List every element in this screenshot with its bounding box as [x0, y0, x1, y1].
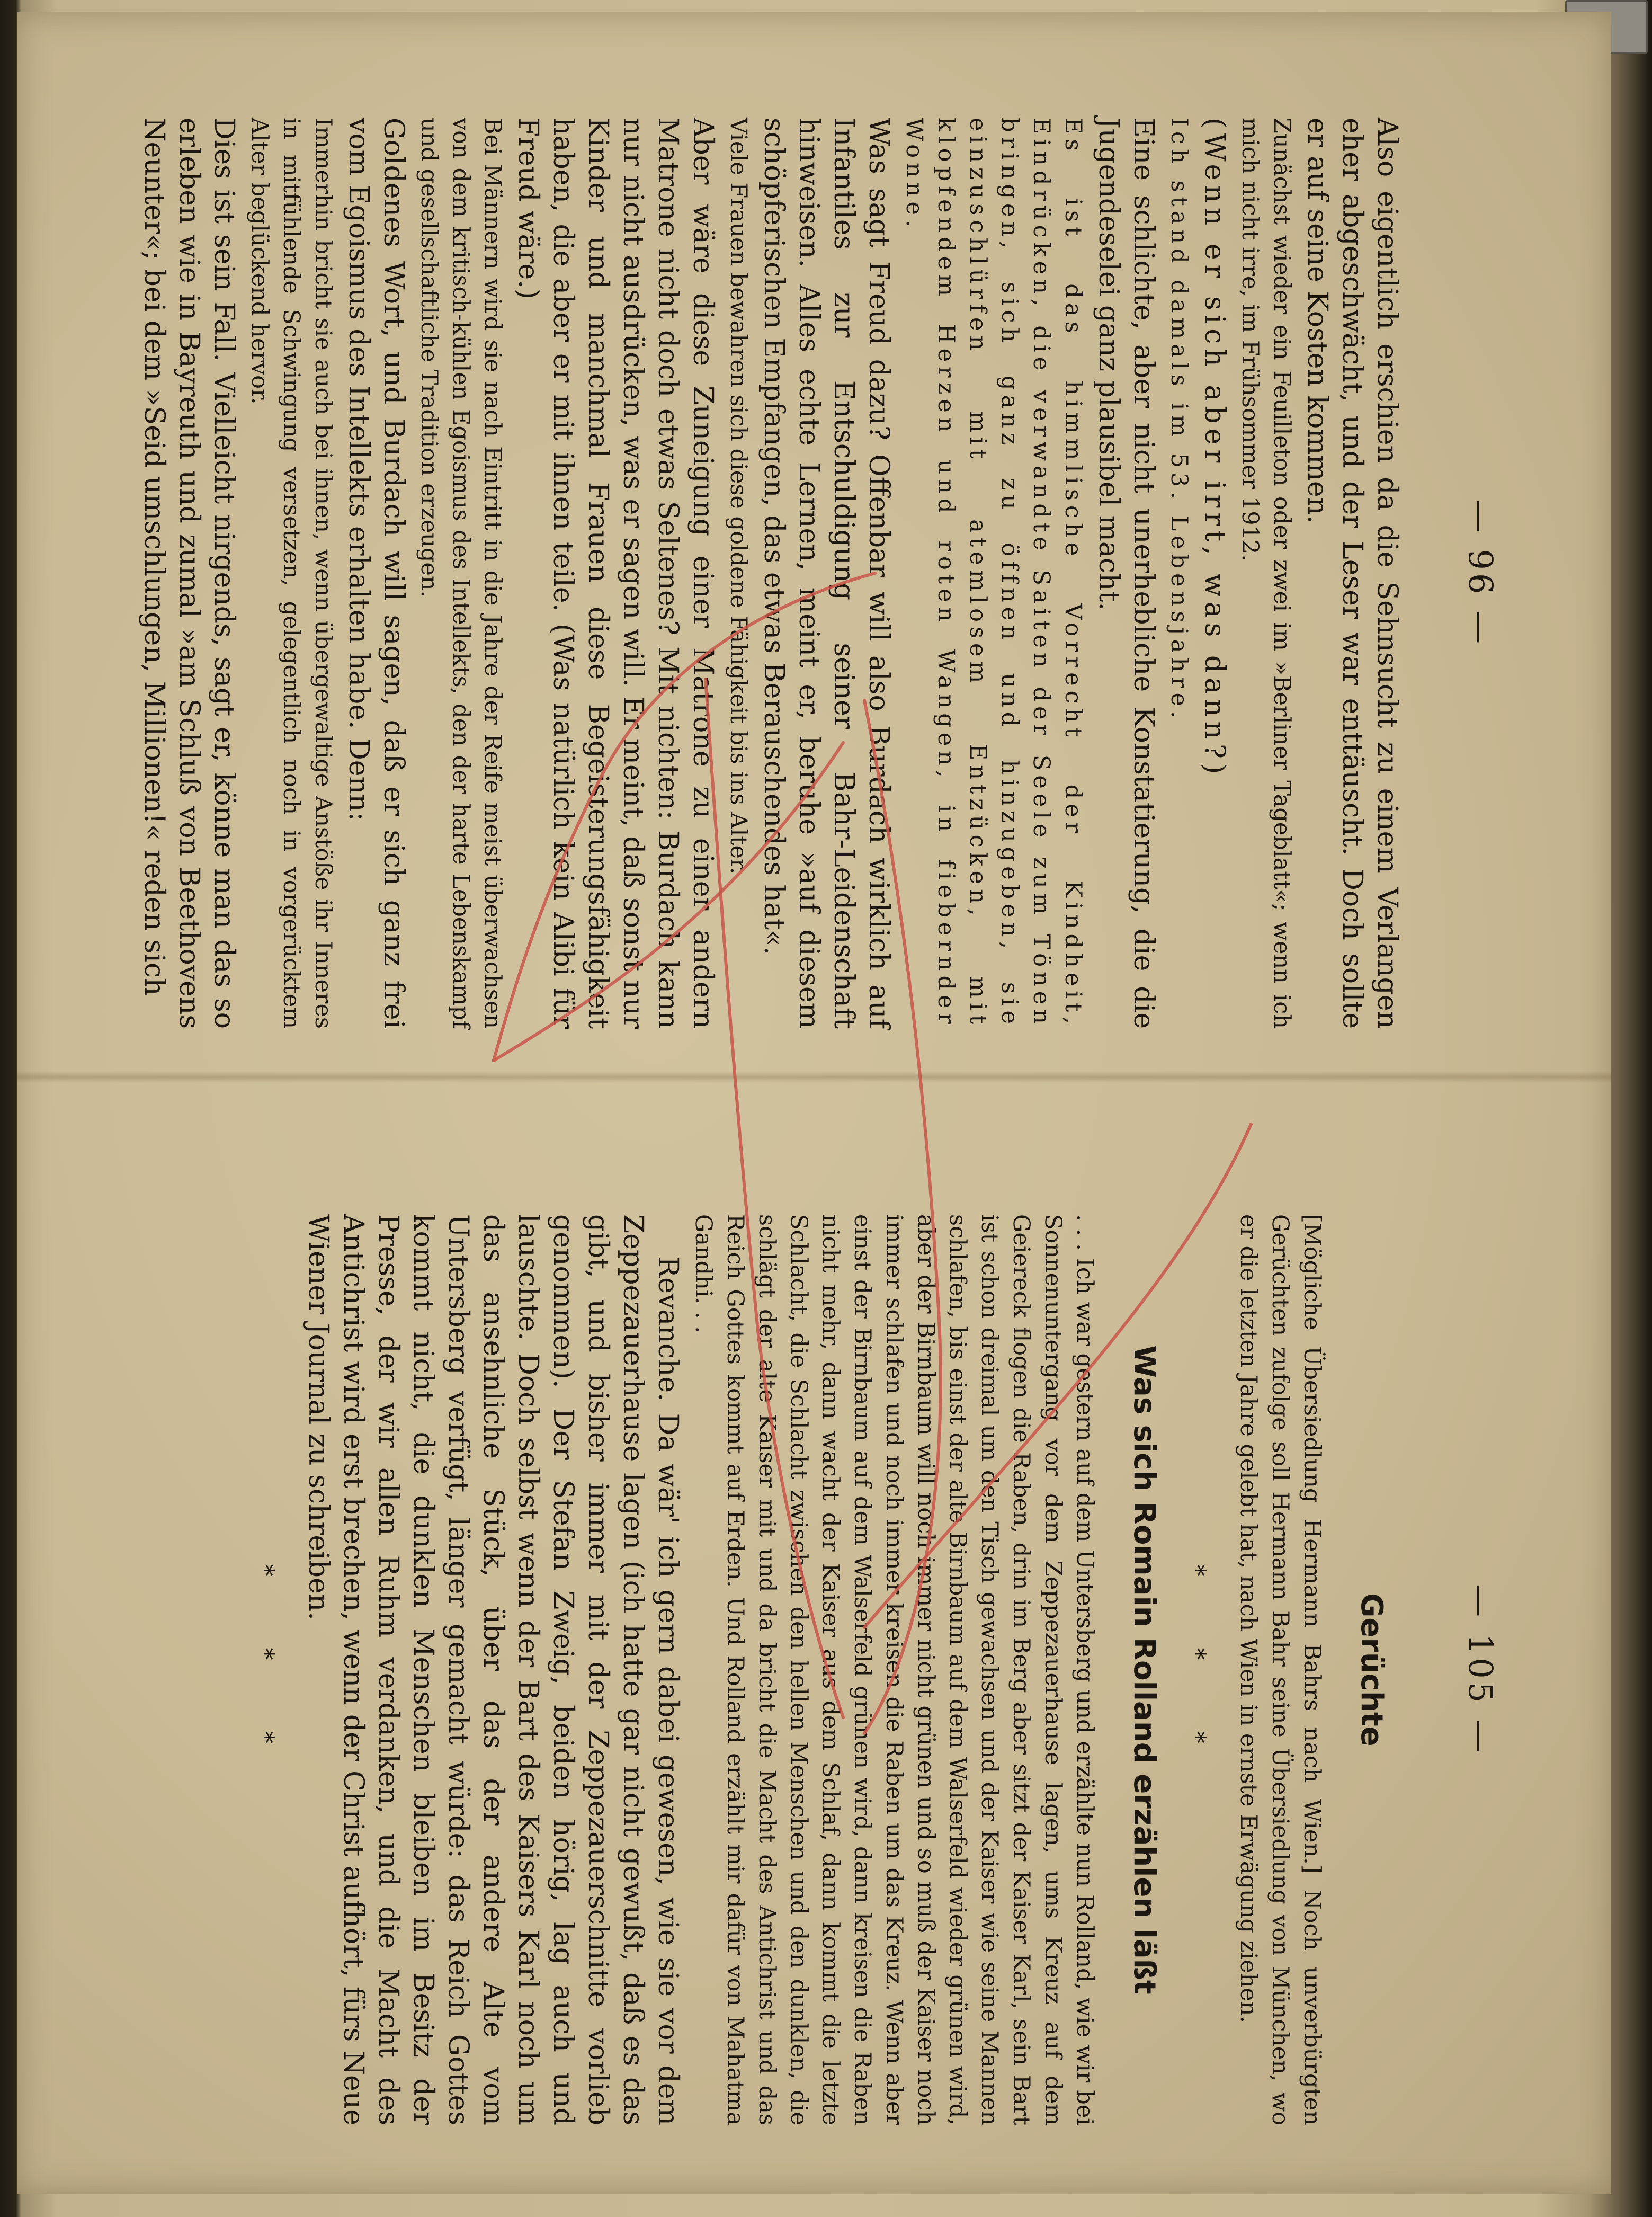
paragraph: Goldenes Wort, und Burdach will sagen, daß er sich ganz frei vom Egoismus des Intellekts erhalten habe. Denn: [343, 118, 409, 1029]
paragraph: Also eigentlich erschien da die Sehnsucht zu einem Verlangen eher abgeschwächt, und der Leser war enttäuscht. Doch sollte er auf seine Kosten kommen. [1301, 118, 1403, 1029]
paragraph: Eine schlichte, aber nicht unerhebliche Konstatierung, die die Jugendeselei ganz plausibel macht. [1093, 118, 1159, 1029]
quote-block: Bei Männern wird sie nach Eintritt in die Jahre der Reife meist überwachsen von dem kritisch-kühlen Egoismus des Intellekts, den der harte Lebenskampf und gesellschaftliche Tradition erzeugen. [416, 118, 506, 1029]
quote-block: Es ist das himmlische Vorrecht der Kindheit, Eindrücken, die verwandte Saiten der Seele zum Tönen bringen, sich ganz zu öffnen und hinzugeben, sie einzuschlürfen mit atemlosem Entzücken, mit klopfendem Herzen und roten Wangen, in fiebernder Wonne. [901, 118, 1086, 1029]
year-line: Ich stand damals im 53. Lebensjahre. [1166, 118, 1192, 723]
quote-intro: Zunächst wieder ein Feuilleton oder zwei im »Berliner Tageblatt«; wenn ich mich nicht irre, im Frühsommer 1912. [1237, 118, 1295, 1029]
paragraph: Dies ist sein Fall. Vielleicht nirgends, sagt er, könne man das so erleben wie in Bayreuth und zumal »am Schluß von Beethovens Neunter«; bei dem »Seid umschlungen, Millionen!« reden sich [138, 118, 240, 1029]
heading-geruechte: Gerüchte [1354, 1593, 1389, 1747]
section-divider: * * * [1183, 1564, 1211, 1776]
rolland-text: . . . Ich war gestern auf dem Untersberg und erzählte nun Rolland, wie wir bei Sonnenuntergang vor dem Zeppezauerhause lagen, ums Kreuz auf dem Geiereck flogen die Raben, drin im Berg aber sitzt der Kaiser Karl, sein Bart ist schon dreimal um den Tisch gewachsen und der Kaiser wie seine Mannen schlafen, bis einst der alte Birnbaum auf dem Walserfeld wieder grünen wird, aber der Birnbaum will noch immer nicht grünen und so muß der Kaiser noch immer schlafen und noch immer kreisen die Raben um das Kreuz. Wenn aber einst der Birnbaum auf dem Walserfeld grünen wird, dann kreisen die Raben nicht mehr, dann wacht der Kaiser aus dem Schlaf, dann kommt die letzte Schlacht, die Schlacht zwischen den hellen Menschen und den dunklen, die schlägt der alte Kaiser mit und da bricht die Macht des Antichrist und das Reich Gottes kommt auf Erden. Und Rolland erzählt mir dafür von Mahatma Gandhi. . . [690, 1214, 1098, 2125]
page-number: — 96 — [1461, 499, 1500, 647]
red-pencil-stroke [864, 1124, 1251, 1627]
page-number: — 105 — [1461, 1584, 1500, 1756]
paragraph: Aber wäre diese Zuneigung einer Matrone zu einer andern Matrone nicht doch etwas Seltenes? Mit nichten: Burdach kann nur nicht ausdrücken, was er sagen will. Er meint, daß sonst nur Kinder und manchmal Frauen diese Begeisterungsfähigkeit haben, die aber er mit ihnen teile. (Was natürlich kein Alibi für Freud wäre.) [512, 118, 719, 1029]
heading-rolland: Was sich Romain Rolland erzählen läßt [1127, 1345, 1162, 1995]
red-pencil-stroke [864, 700, 941, 1733]
red-pencil-marks [17, 12, 1611, 2194]
red-pencil-stroke [494, 573, 875, 1061]
paragraph: Was sagt Freud dazu? Offenbar will also Burdach wirklich auf Infantiles zur Entschuldigung seiner Bahr-Leidenschaft hinweisen. Alles echte Lernen, meint er, beruhe »auf diesem schöpferischen Empfangen, das etwas Berauschendes hat«. [758, 118, 895, 1029]
revanche-text: Revanche. Da wär' ich gern dabei gewesen, wie sie vor dem Zeppezauerhause lagen (ich hatte gar nicht gewußt, daß es das gibt, und bisher immer mit der Zeppezauerschnitte vorlieb genommen). Der Stefan Zweig, beiden hörig, lag auch und lauschte. Doch selbst wenn der Bart des Kaisers Karl noch um das ansehnliche Stück, über das der andere Alte vom Untersberg verfügt, länger gemacht würde: das Reich Gottes kommt nicht, die dunklen Menschen bleiben im Besitz der Presse, der wir allen Ruhm verdanken, und die Macht des Antichrist wird erst brechen, wenn der Christ aufhört, fürs Neue Wiener Journal zu schreiben. [302, 1214, 684, 2125]
paper-sheet [17, 12, 1611, 2194]
section-divider: * * * [251, 1564, 280, 1776]
question-line: (Wenn er sich aber irrt, was dann?) [1199, 118, 1230, 779]
rumor-text: [Mögliche Übersiedlung Hermann Bahrs nach Wien.] Noch unverbürgten Gerüchten zufolge soll Hermann Bahr seine Übersiedlung von München, wo er die letzten Jahre gelebt hat, nach Wien in ernste Erwägung ziehen. [1235, 1214, 1325, 2125]
quote-block: Viele Frauen bewahren sich diese goldene Fähigkeit bis ins Alter. [725, 118, 752, 875]
quote-block: Immerhin bricht sie auch bei ihnen, wenn übergewaltige Anstöße ihr Inneres in mitfühlende Schwingung versetzen, gelegentlich noch in vorgerücktem Alter beglückend hervor. [246, 118, 336, 1029]
